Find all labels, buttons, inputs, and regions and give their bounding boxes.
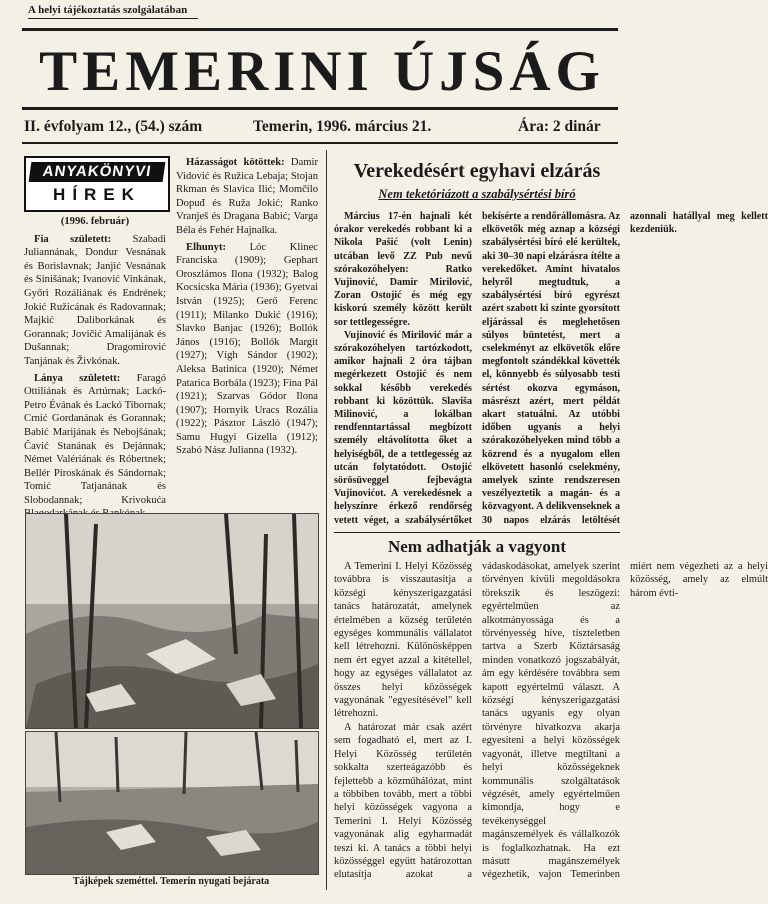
sons-label: Fia született: bbox=[34, 233, 112, 245]
article2-paragraph-2: A határozat már csak azért sem fogadható el, mert az I. Helyi Közösség területén sokkalta szerteágazóbb és fejlettebb a közműhálózat, mint a többiben tovább, mert a többi helyi közösségek vagyona a Temerini I. Helyi Közösség vagyonának alig egyharmadát teszi ki. A tanács a többi helyi közösséggel együtt határozottan elutasítja azokat a vádaskodásokat, amelyek szerint törvényen kívüli megoldásokra törekszik és leszögezi: egyértelműen az alkotmányossága és a törvényesség híve, tiszteletben tartva a Szerb Köztársaság minden vonatkozó jogszabályát, ám egy kérdésére továbbra sem kapott egyértelmű választ. A községi kényszerigazgatási tanács ugyanis egy olyan törvényre hivatkozva akarja egyesíteni a helyi közösségek vagyonát, illetve megtiltani a helyi közösségeknek kommunális szolgáltatások végzését, amely egyértelműen kimondja, hogy e tevékenységgel magánszemélyek és vállalkozók is foglalkozhatnak. Ha ezt másutt magánszemélyek végezhetik, vajon Temerinben miért nem végezheti az a helyi közösség, amely az elmúlt három évti- bbox=[334, 561, 768, 881]
article1-subtitle: Nem teketóriázott a szabálysértési bíró bbox=[378, 187, 576, 201]
registry-column-2 bbox=[176, 156, 318, 506]
photo-caption: Tájképek szeméttel. Temerin nyugati bejárata bbox=[72, 876, 270, 887]
article1-title: Verekedésért egyhavi elzárás bbox=[353, 160, 601, 182]
married-label: Házasságot kötöttek: bbox=[186, 157, 285, 168]
photo-landscape-top-image bbox=[26, 514, 318, 728]
masthead-rule bbox=[22, 107, 618, 110]
registry-logo-line1: ANYAKÖNYVI bbox=[29, 162, 166, 182]
registry-logo-line2: HÍREK bbox=[53, 185, 141, 204]
article2-title: Nem adhatják a vagyont bbox=[387, 537, 567, 556]
died-label: Elhunyt: bbox=[186, 241, 227, 253]
top-rule bbox=[22, 28, 618, 31]
article1-body bbox=[334, 210, 768, 528]
article1-paragraph-2: Vujinović és Mirilović már a szórakozóhelyen tartózkodott, amikor hajnali 2 óra tájban megérkezett Ostojić és nem sokkal később verekedés robbant ki közöttük. Slaviša Milinović, a lokálban rendfenntartással megbízott személy eltávolította őket a helyiségből, de a tettlegesség az utcán folytatódott. Ostojić sörösüveggel fejbevágta Vujinovićot. A verekedésnek a helyszínre érkező rendőrség vetett véget, a szabálysértőket bekísérte a rendőrállomásra. Az elkövetők még aznap a községi szabálysértési bíró elé kerültek, aki 30–30 napi elzárásra ítélte a verekedőket. Amint hivatalos helyről megtudtuk, a szabálysértési bíró egyrészt azért szabott ki szinte gyorsított eljárással és meglehetősen súlyos büntetést, mert a cselekményt az elkövetők előre megfontolt szándékkal követték el, könnyebb és súlyosabb testi sértést okozva egymáson, másrészt azért, mert példát akart statuálni. Az utóbbi időben ugyanis a helyi szórakozóhelyeken mind több a közrend és a nyugalom ellen elkövetett hasonló cselekmény, amelyek szinte rendszeresen veszélyeztetik a magán- és a közvagyont. A delikvenseknek a 30 napos elzárás letöltését azonnali hatállyal meg kellett kezdeniük. bbox=[334, 211, 768, 526]
daughters-text: Faragó Ottiliának és Artúrnak; Lackó-Petro Évának és Lackó Tibornak; Crnić Gordanának és Gorannak; Babić Marijának és Nebojšának; Čavić Stanának és Dejánnak; Német Valériának és Róbertnek; Bellér Piroskának és Sándornak; Tomić Tatjanának és Slobodannak; Krivokuća bbox=[24, 372, 166, 506]
photo-landscape-bottom bbox=[25, 731, 319, 875]
tagline: A helyi tájékoztatás szolgálatában bbox=[28, 4, 198, 19]
issue-rule bbox=[22, 142, 618, 144]
article-separator bbox=[334, 532, 620, 533]
photo-landscape-bottom-image bbox=[26, 732, 318, 874]
registry-logo bbox=[24, 156, 170, 212]
daughters-label: Lánya született: bbox=[34, 372, 121, 384]
masthead-title: TEMERINI ÚJSÁG bbox=[39, 40, 605, 103]
married-text: Damir Vidović és Ružica Lebaja; Stojan Rkman és Slavica Ilić; Momčilo Dopuđ és Ruža Jokić; Ranko Vranješ és Dragana Babić; Varga Béla és Fehér Hajnalka. bbox=[176, 157, 318, 236]
article2-body bbox=[334, 560, 768, 890]
issue-volume: II. évfolyam 12., (54.) szám bbox=[24, 118, 203, 135]
article2-paragraph-1: A Temerini I. Helyi Közösség továbbra is visszautasítja a községi kényszerigazgatási tanács határozatát, amelynek értelmében a község területén egységes kommunális vállalatot kell létrehozni. Különösképpen nem ért egyet azzal a kitétellel, hogy az egységes vállalatot az összes helyi közösségek vagyonának "egyesítésével" kell létrehozni. bbox=[334, 561, 472, 720]
column-divider bbox=[326, 150, 327, 890]
died-text: Lóc Klinec Franciska (1909); Gephart Oroszlámos Ilona (1932); Balog Kocsicska Mária (1936); Gyetvai István (1925); Gerő Ferenc (1911); Milanko Dukić (1916); Slavko Banjac (1926); Bollók János (1916); Bollók Margit (1927); Vígh Sándor (1902); Aleksa Batinica (1920); Német Patarica Borbála (1923); Fina Pál (1921); Szarvas Gódor Ilona (1907); Hornyik Uracs Rozália (1922); Pásztor László (1947); Samu Hugyi Gizella (1912); Szabó Nász Julianna (1932). bbox=[176, 241, 318, 457]
sons-text: Szabadi Juliannának, Dondur Vesnának és Borislavnak; Janjić Vesnának és Sinišának; Ivanović Vinkának, Győri Rozáliának és Endrének; Jokić Ružicának és Radovannak; Majkić Daliborkának és Gorannak; Jovičić Amalijának és Dušannak; Dragomirović Tanjának és Živkónak. bbox=[24, 233, 166, 367]
photo-landscape-top bbox=[25, 513, 319, 729]
registry-period: (1996. február) bbox=[60, 216, 130, 227]
article1-paragraph-1: Március 17-én hajnali két órakor verekedés robbant ki a Nikola Pašić (volt Lenin) utcában levő ZZ Pub nevű szórakozóhelyen: Ratko Vujinović, Damir Mirilović, Zoran Ostojić és még egy kiskorú személy között került sor tettlegességre. bbox=[334, 211, 472, 328]
issue-price: Ára: 2 dinár bbox=[518, 118, 601, 135]
issue-date: Temerin, 1996. március 21. bbox=[253, 118, 432, 135]
registry-column-1 bbox=[24, 212, 166, 504]
